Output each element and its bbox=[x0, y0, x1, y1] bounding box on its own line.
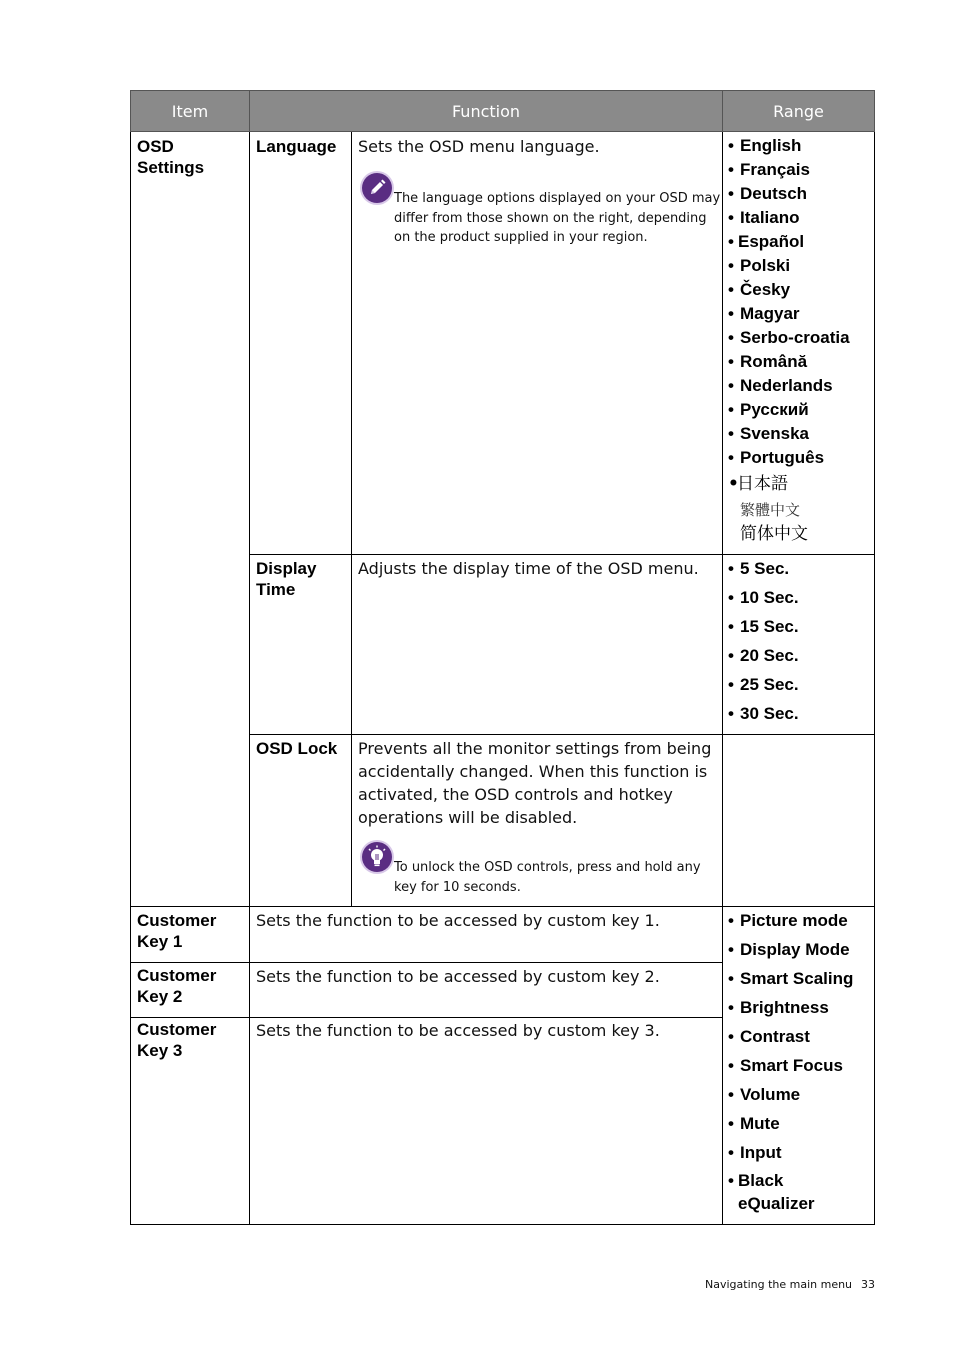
custom-key-option: • Smart Scaling bbox=[728, 969, 854, 988]
custom-key-option: • Picture mode bbox=[728, 911, 848, 930]
osd-lock-description: Prevents all the monitor settings from being accidentally changed. When this function is activated, the OSD controls and hotkey operations will be disabled. bbox=[358, 739, 712, 827]
language-option: • Serbo-croatia bbox=[728, 328, 850, 347]
page-number: 33 bbox=[861, 1278, 875, 1291]
lightbulb-icon bbox=[362, 842, 392, 872]
pencil-icon bbox=[362, 173, 392, 203]
language-option: • Česky bbox=[728, 280, 791, 299]
custom-key-option: • Black bbox=[728, 1171, 784, 1190]
sub-item-osd-lock: OSD Lock bbox=[256, 739, 338, 758]
display-time-option: • 5 Sec. bbox=[728, 559, 790, 578]
item-customer-key-2: Customer Key 2 bbox=[137, 966, 217, 1006]
language-option: • Italiano bbox=[728, 208, 800, 227]
language-option: • Español bbox=[728, 232, 805, 251]
header-range: Range bbox=[722, 90, 875, 132]
row-divider-language bbox=[249, 554, 875, 555]
header-function: Function bbox=[249, 90, 723, 132]
custom-key-option: • Brightness bbox=[728, 998, 829, 1017]
language-option: • Română bbox=[728, 352, 808, 371]
row-divider-key2 bbox=[130, 1017, 723, 1018]
custom-key-option: • Input bbox=[728, 1143, 782, 1162]
custom-key-option: • Contrast bbox=[728, 1027, 810, 1046]
customer-key-2-function: Sets the function to be accessed by custom key 2. bbox=[256, 967, 660, 986]
sub-item-language: Language bbox=[256, 137, 337, 156]
display-time-option: • 20 Sec. bbox=[728, 646, 799, 665]
table-border-left bbox=[130, 132, 131, 1225]
custom-key-option: • Volume bbox=[728, 1085, 801, 1104]
item-osd-settings: OSD Settings bbox=[137, 137, 205, 177]
display-time-option: • 25 Sec. bbox=[728, 675, 799, 694]
custom-key-option: • Mute bbox=[728, 1114, 780, 1133]
language-option: • Deutsch bbox=[728, 184, 808, 203]
language-option: • Français bbox=[728, 160, 810, 179]
item-customer-key-1: Customer Key 1 bbox=[137, 911, 217, 951]
row-divider-osd bbox=[130, 906, 875, 907]
custom-key-option: • Smart Focus bbox=[728, 1056, 843, 1075]
customer-key-1-function: Sets the function to be accessed by custom key 1. bbox=[256, 911, 660, 930]
table-border-right bbox=[874, 132, 875, 1225]
display-time-option: • 10 Sec. bbox=[728, 588, 799, 607]
footer-section-title: Navigating the main menu bbox=[705, 1278, 853, 1291]
language-option: • Svenska bbox=[728, 424, 809, 443]
language-note: The language options displayed on your OSD may differ from those shown on the right, depending on the product supplied in your region. bbox=[394, 191, 721, 245]
header-item: Item bbox=[130, 90, 250, 132]
table-border-range bbox=[722, 132, 723, 1225]
language-options bbox=[728, 135, 850, 546]
display-time-options bbox=[728, 557, 799, 731]
sub-item-display-time: Display Time bbox=[256, 559, 317, 599]
display-time-option: • 15 Sec. bbox=[728, 617, 799, 636]
display-time-description: Adjusts the display time of the OSD menu. bbox=[358, 559, 699, 578]
language-option: • English bbox=[728, 136, 802, 155]
osd-lock-note: To unlock the OSD controls, press and hold any key for 10 seconds. bbox=[394, 860, 701, 895]
language-option: • Português bbox=[728, 448, 825, 467]
row-divider-key1 bbox=[130, 962, 723, 963]
language-option: • Русский bbox=[728, 400, 809, 419]
display-time-option: • 30 Sec. bbox=[728, 704, 799, 723]
language-option: •日本語 bbox=[728, 474, 788, 494]
table-border-bottom bbox=[130, 1224, 875, 1225]
language-option: • Nederlands bbox=[728, 376, 833, 395]
language-option: • Magyar bbox=[728, 304, 800, 323]
item-customer-key-3: Customer Key 3 bbox=[137, 1020, 217, 1060]
table-border-item bbox=[249, 132, 250, 1225]
row-divider-display-time bbox=[249, 734, 875, 735]
custom-key-options bbox=[728, 909, 853, 1216]
language-description: Sets the OSD menu language. bbox=[358, 137, 600, 156]
language-option: • Polski bbox=[728, 256, 791, 275]
customer-key-3-function: Sets the function to be accessed by custom key 3. bbox=[256, 1021, 660, 1040]
table-border-sub bbox=[351, 132, 352, 907]
language-option: 繁體中文 bbox=[740, 501, 801, 519]
language-option: 简体中文 bbox=[740, 524, 808, 544]
custom-key-option: eQualizer bbox=[738, 1194, 815, 1213]
custom-key-option: • Display Mode bbox=[728, 940, 850, 959]
